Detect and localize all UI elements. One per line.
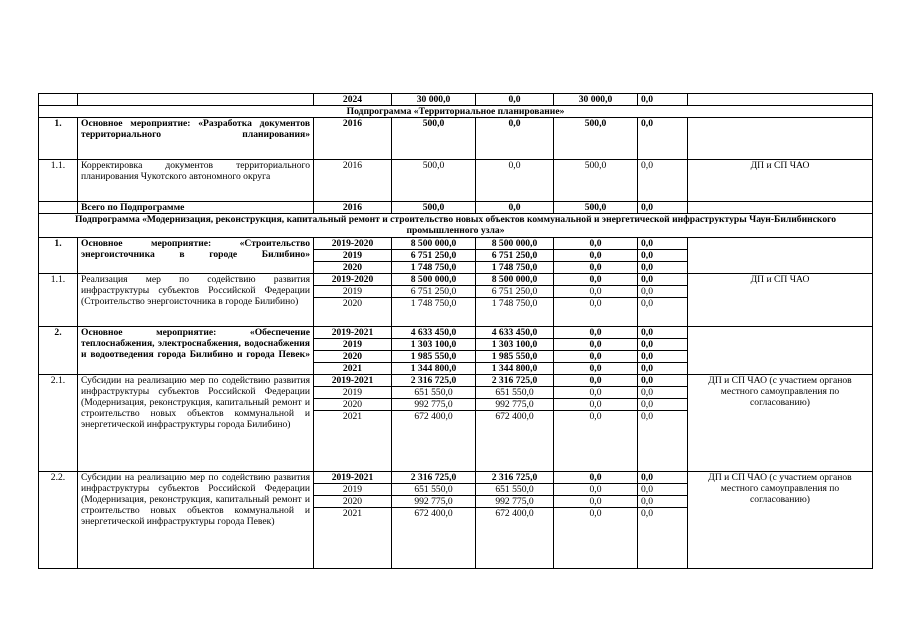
value-line: 651 550,0 <box>392 484 475 496</box>
year-cell: 2016 <box>314 160 392 202</box>
value-line: 1 344 800,0 <box>491 363 538 374</box>
fund2-cell <box>554 472 638 569</box>
value-line: 2 316 725,0 <box>392 375 475 387</box>
year-line: 2019 <box>314 339 391 351</box>
fund1-cell: 0,0 <box>476 202 554 214</box>
fund2-cell <box>554 238 638 274</box>
value-line: 8 500 000,0 <box>476 238 553 250</box>
value-line: 0,0 <box>554 496 637 508</box>
value-line: 1 748 750,0 <box>410 298 457 309</box>
row-number: 2.1. <box>39 375 78 472</box>
value-line: 0,0 <box>641 363 653 374</box>
value-line: 0,0 <box>554 339 637 351</box>
year-line: 2019-2020 <box>314 238 391 250</box>
value-line: 0,0 <box>554 327 637 339</box>
executor-cell: ДП и СП ЧАО (с участием органов местного самоуправления по согласованию) <box>688 375 873 472</box>
row-number: 1.1. <box>39 274 78 327</box>
year-line: 2019-2021 <box>314 375 391 387</box>
years-cell <box>314 238 392 274</box>
activity-name: Основное мероприятие: «Обеспечение теплоснабжения, электроснабжения, водоснабжения и водоотведения города Билибино и города Певек» <box>78 327 314 375</box>
activity-name: Корректировка документов территориального планирования Чукотского автономного округа <box>78 160 314 202</box>
value-line: 0,0 <box>638 286 687 298</box>
year-line: 2019 <box>314 286 391 298</box>
value-line: 0,0 <box>641 411 653 422</box>
value-line: 0,0 <box>641 508 653 519</box>
value-line: 0,0 <box>638 238 687 250</box>
year-cell: 2016 <box>314 118 392 160</box>
value-line: 6 751 250,0 <box>392 286 475 298</box>
total-cell: 500,0 <box>392 160 476 202</box>
year-line: 2020 <box>342 298 363 309</box>
value-line: 0,0 <box>554 375 637 387</box>
fund3-cell <box>638 472 688 569</box>
value-line: 0,0 <box>638 339 687 351</box>
years-cell <box>314 274 392 327</box>
value-line: 672 400,0 <box>495 411 534 422</box>
year-line: 2020 <box>342 262 363 273</box>
subprogram-heading-row <box>39 106 873 118</box>
value-line: 2 316 725,0 <box>476 375 553 387</box>
row-number: 2.2. <box>39 472 78 569</box>
fund3-cell <box>638 327 688 375</box>
year-line: 2019-2021 <box>314 472 391 484</box>
year-line: 2020 <box>314 496 391 508</box>
table-row <box>39 472 873 569</box>
value-line: 0,0 <box>589 262 602 273</box>
executor-cell: ДП и СП ЧАО <box>688 160 873 202</box>
fund3-cell: 0,0 <box>638 160 688 202</box>
activity-name: Основное мероприятие: «Строительство энергоисточника в городе Билибино» <box>78 238 314 274</box>
value-line: 0,0 <box>554 286 637 298</box>
value-line: 0,0 <box>554 351 637 363</box>
value-line: 0,0 <box>589 298 602 309</box>
fund1-cell <box>476 375 554 472</box>
table-row <box>39 274 873 327</box>
executor-cell: ДП и СП ЧАО <box>688 274 873 327</box>
fund1-cell <box>476 274 554 327</box>
total-cell <box>392 274 476 327</box>
value-line: 672 400,0 <box>414 508 453 519</box>
activity-name: Основное мероприятие: «Разработка документов территориального планирования» <box>78 118 314 160</box>
fund3-cell: 0,0 <box>638 202 688 214</box>
value-line: 0,0 <box>638 472 687 484</box>
value-line: 1 748 750,0 <box>491 262 538 273</box>
fund3-cell: 0,0 <box>638 118 688 160</box>
fund2-cell: 500,0 <box>554 118 638 160</box>
value-line: 651 550,0 <box>392 387 475 399</box>
value-line: 6 751 250,0 <box>476 250 553 262</box>
value-line: 0,0 <box>638 274 687 286</box>
years-cell <box>314 472 392 569</box>
subtotal-row <box>39 202 873 214</box>
value-line: 1 303 100,0 <box>476 339 553 351</box>
value-line: 0,0 <box>589 411 602 422</box>
table-row <box>39 118 873 160</box>
value-line: 0,0 <box>638 399 687 411</box>
value-line: 6 751 250,0 <box>476 286 553 298</box>
executor-cell: ДП и СП ЧАО (с участием органов местного самоуправления по согласованию) <box>688 472 873 569</box>
fund2-cell: 500,0 <box>554 202 638 214</box>
row-number: 1. <box>39 238 78 274</box>
value-line: 8 500 000,0 <box>476 274 553 286</box>
fund3-cell: 0,0 <box>638 94 688 106</box>
fund1-cell <box>476 327 554 375</box>
value-line: 1 985 550,0 <box>392 351 475 363</box>
fund3-cell <box>638 238 688 274</box>
value-line: 0,0 <box>638 484 687 496</box>
year-line: 2020 <box>314 399 391 411</box>
activity-name: Реализация мер по содействию развития инфраструктуры субъектов Российской Федерации (Строительство энергоисточника в городе Билибино) <box>78 274 314 327</box>
table-row <box>39 160 873 202</box>
total-cell <box>392 472 476 569</box>
value-line: 0,0 <box>638 375 687 387</box>
year-line: 2019 <box>314 250 391 262</box>
fund1-cell: 0,0 <box>476 94 554 106</box>
fund3-cell <box>638 375 688 472</box>
total-cell <box>392 327 476 375</box>
subprogram-title: Подпрограмма «Модернизация, реконструкция, капитальный ремонт и строительство новых объектов коммунальной и энергетической инфраструктуры Чаун-Билибинского промышленного узла» <box>39 214 873 238</box>
subprogram-title: Подпрограмма «Территориальное планирование» <box>39 106 873 118</box>
year-line: 2019 <box>314 387 391 399</box>
value-line: 1 748 750,0 <box>410 262 457 273</box>
activity-name: Субсидии на реализацию мер по содействию развития инфраструктуры субъектов Российской Федерации (Модернизация, реконструкция, капитальный ремонт и строительство новых объектов коммунальной и энергетической инфраструктуры города Билибино) <box>78 375 314 472</box>
fund2-cell <box>554 375 638 472</box>
year-line: 2020 <box>314 351 391 363</box>
year-line: 2019-2021 <box>314 327 391 339</box>
value-line: 651 550,0 <box>476 387 553 399</box>
value-line: 0,0 <box>638 327 687 339</box>
total-cell: 30 000,0 <box>392 94 476 106</box>
value-line: 0,0 <box>638 387 687 399</box>
fund2-cell: 30 000,0 <box>554 94 638 106</box>
value-line: 0,0 <box>554 250 637 262</box>
value-line: 0,0 <box>554 387 637 399</box>
value-line: 992 775,0 <box>476 496 553 508</box>
value-line: 1 985 550,0 <box>476 351 553 363</box>
value-line: 672 400,0 <box>495 508 534 519</box>
value-line: 2 316 725,0 <box>392 472 475 484</box>
activity-name: Субсидии на реализацию мер по содействию развития инфраструктуры субъектов Российской Федерации (Модернизация, реконструкция, капитальный ремонт и строительство новых объектов коммунальной и энергетической инфраструктуры города Певек) <box>78 472 314 569</box>
fund1-cell: 0,0 <box>476 160 554 202</box>
table-row <box>39 238 873 274</box>
row-number: 1. <box>39 118 78 160</box>
value-line: 0,0 <box>554 472 637 484</box>
value-line: 6 751 250,0 <box>392 250 475 262</box>
value-line: 672 400,0 <box>414 411 453 422</box>
row-number: 1.1. <box>39 160 78 202</box>
year-line: 2019 <box>314 484 391 496</box>
value-line: 0,0 <box>638 496 687 508</box>
value-line: 2 316 725,0 <box>476 472 553 484</box>
year-cell: 2016 <box>314 202 392 214</box>
value-line: 1 303 100,0 <box>392 339 475 351</box>
fund2-cell: 500,0 <box>554 160 638 202</box>
row-number: 2. <box>39 327 78 375</box>
value-line: 992 775,0 <box>392 496 475 508</box>
value-line: 0,0 <box>554 484 637 496</box>
value-line: 0,0 <box>554 274 637 286</box>
program-table <box>38 93 873 569</box>
value-line: 651 550,0 <box>476 484 553 496</box>
value-line: 0,0 <box>554 238 637 250</box>
fund3-cell <box>638 274 688 327</box>
value-line: 0,0 <box>641 262 653 273</box>
years-cell <box>314 327 392 375</box>
value-line: 0,0 <box>638 351 687 363</box>
table-row <box>39 327 873 375</box>
years-cell <box>314 375 392 472</box>
value-line: 0,0 <box>589 508 602 519</box>
table-row <box>39 375 873 472</box>
value-line: 1 748 750,0 <box>491 298 538 309</box>
value-line: 8 500 000,0 <box>392 238 475 250</box>
value-line: 0,0 <box>641 298 653 309</box>
fund1-cell: 0,0 <box>476 118 554 160</box>
value-line: 0,0 <box>589 363 602 374</box>
fund1-cell <box>476 472 554 569</box>
value-line: 8 500 000,0 <box>392 274 475 286</box>
fund2-cell <box>554 274 638 327</box>
total-cell <box>392 375 476 472</box>
total-cell <box>392 238 476 274</box>
table-row <box>39 94 873 106</box>
fund1-cell <box>476 238 554 274</box>
subtotal-label: Всего по Подпрограмме <box>78 202 314 214</box>
subprogram-heading-row <box>39 214 873 238</box>
total-cell: 500,0 <box>392 202 476 214</box>
year-line: 2019-2020 <box>314 274 391 286</box>
year-line: 2021 <box>342 508 363 519</box>
value-line: 0,0 <box>554 399 637 411</box>
value-line: 992 775,0 <box>392 399 475 411</box>
value-line: 4 633 450,0 <box>392 327 475 339</box>
year-line: 2021 <box>342 363 363 374</box>
year-cell: 2024 <box>314 94 392 106</box>
year-line: 2021 <box>342 411 363 422</box>
fund2-cell <box>554 327 638 375</box>
value-line: 1 344 800,0 <box>410 363 457 374</box>
value-line: 0,0 <box>638 250 687 262</box>
value-line: 992 775,0 <box>476 399 553 411</box>
value-line: 4 633 450,0 <box>476 327 553 339</box>
total-cell: 500,0 <box>392 118 476 160</box>
